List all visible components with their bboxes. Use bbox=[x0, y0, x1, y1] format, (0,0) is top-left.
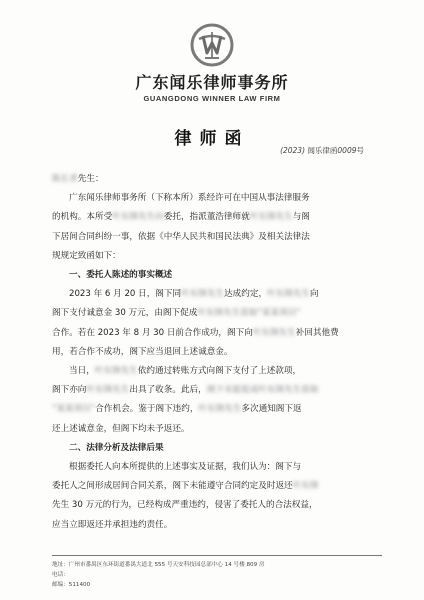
text: 出具了收条。此后， bbox=[129, 385, 207, 396]
ref-suffix: 号 bbox=[356, 146, 364, 155]
s1-p1-line-2 bbox=[52, 304, 382, 323]
redacted-text: 叶东锋先生 bbox=[198, 404, 242, 415]
ref-number-handwritten: 0009 bbox=[337, 146, 357, 155]
s1-p2-line-2 bbox=[52, 381, 382, 400]
s1-p1-line-1 bbox=[52, 285, 382, 304]
footer-divider bbox=[52, 555, 382, 556]
redacted-text: 叶东锋先生 bbox=[94, 366, 138, 377]
redacted-text: 叶东锋先生 bbox=[249, 212, 293, 223]
text: 向 bbox=[310, 289, 319, 300]
redacted-text: 叶东锋 bbox=[292, 481, 319, 492]
redacted-text: 叶东锋先生 bbox=[267, 289, 311, 300]
s2-p1-line-4: 应当立即返还并承担违约责任。 bbox=[52, 519, 173, 530]
ref-prefix: 闻乐律函 bbox=[307, 146, 338, 155]
salutation bbox=[52, 170, 382, 189]
letter-body bbox=[52, 170, 382, 535]
redacted-text: 叶东锋先生 bbox=[252, 327, 296, 338]
text: 与阁 bbox=[292, 212, 310, 223]
text: 阁下支付诚意金 30 万元，由阁下促成 bbox=[52, 308, 198, 319]
scales-of-justice-emblem-icon bbox=[189, 22, 235, 68]
salutation-suffix: 先生： bbox=[77, 174, 104, 184]
reference-number bbox=[280, 145, 364, 156]
document-title: 律师函 bbox=[174, 129, 250, 149]
redacted-name: 陈长者 bbox=[52, 174, 78, 184]
text: 阁下亦向 bbox=[52, 385, 87, 396]
firm-logo bbox=[0, 22, 424, 103]
redacted-text: 叶东锋先生 bbox=[86, 385, 130, 396]
redacted-text: “某某项目” bbox=[52, 404, 96, 415]
letterhead-footer bbox=[52, 560, 392, 590]
s1-p1-line-4: 用，若合作不成功，阁下应当退回上述诚意金。 bbox=[52, 346, 233, 357]
ref-year-handwritten: (2023) bbox=[280, 146, 306, 155]
text: 合作。若在 2023 年 8 月 30 日前合作成功，阁下向 bbox=[52, 327, 253, 338]
text: 依约通过转账方式向阁下支付了上述款项， bbox=[137, 366, 302, 377]
s2-p1-line-1: 根据委托人向本所提供的上述事实及证据，我们认为：阁下与 bbox=[69, 462, 302, 473]
firm-name-cn: 广东闻乐律师事务所 bbox=[135, 73, 289, 92]
redacted-text: 叶东锋先生向 bbox=[112, 212, 164, 223]
text: 多次通知阁下返 bbox=[241, 404, 302, 415]
intro-line-3: 下居间合同纠纷一事，依据《中华人民共和国民法典》及相关法律法 bbox=[52, 231, 310, 242]
s1-p2-line-3 bbox=[52, 400, 382, 419]
intro-line-1: 广东闻乐律师事务所（下称本所）系经许可在中国从事法律服务 bbox=[69, 193, 310, 204]
intro-line-2 bbox=[52, 208, 382, 227]
intro-line-4: 规规定致函如下： bbox=[52, 250, 121, 261]
text: 补回其他费 bbox=[295, 327, 339, 338]
redacted-text: 叶东锋先生 bbox=[181, 289, 225, 300]
text: 委托，指派董浩律师就 bbox=[163, 212, 250, 223]
redacted-text: 叶东锋先生获取“某某项目” bbox=[197, 308, 301, 319]
section-2-title: 二、法律分析及法律后果 bbox=[69, 442, 164, 453]
redacted-text: 阁下未能促成叶东锋先生获取 bbox=[206, 385, 319, 396]
footer-address: 地址：广州市番禺区东环街道番禺大道北 555 号天安科技园总部中心 14 号楼 809 房 bbox=[52, 562, 265, 568]
footer-postcode: 邮编：511400 bbox=[52, 582, 91, 588]
firm-name-en: GUANGDONG WINNER LAW FIRM bbox=[143, 94, 281, 103]
text: 委托人之间形成居间合同关系，阁下未能遵守合同约定及时返还 bbox=[52, 481, 293, 492]
footer-phone: 电话： bbox=[52, 572, 69, 578]
s1-p1-line-3 bbox=[52, 324, 382, 343]
text: 合作机会。鉴于阁下违约， bbox=[95, 404, 199, 415]
s1-p2-line-1 bbox=[52, 362, 382, 381]
text: 达成约定， bbox=[224, 289, 268, 300]
s1-p2-line-4: 还上述诚意金，但阁下均未予返还。 bbox=[52, 423, 190, 434]
s2-p1-line-3: 先生 30 万元的行为，已经构成严重违约，侵害了委托人的合法权益， bbox=[52, 500, 318, 511]
section-1-title: 一、委托人陈述的事实概述 bbox=[69, 270, 173, 281]
text: 当日， bbox=[69, 366, 95, 377]
text: 2023 年 6 月 20 日，阁下同 bbox=[69, 289, 182, 300]
text: 的机构。本所受 bbox=[52, 212, 113, 223]
s2-p1-line-2 bbox=[52, 477, 382, 496]
